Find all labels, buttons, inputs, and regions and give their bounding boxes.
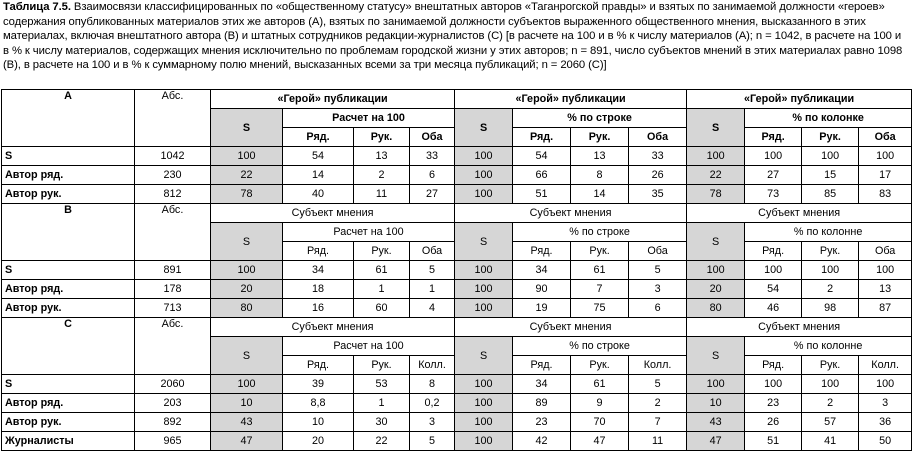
value-cell: 5: [410, 432, 455, 451]
column-header: Оба: [859, 242, 912, 261]
row-label: S: [2, 261, 135, 280]
abs-value: 892: [135, 413, 211, 432]
value-cell: 13: [354, 147, 410, 166]
value-cell: 2: [629, 394, 687, 413]
abs-value: 713: [135, 299, 211, 318]
value-cell: 22: [211, 166, 283, 185]
value-cell: 100: [802, 147, 859, 166]
value-cell: 73: [745, 185, 802, 204]
value-cell: 47: [211, 432, 283, 451]
value-cell: 22: [354, 432, 410, 451]
sum-column-header: S: [455, 223, 513, 261]
column-header: Колл.: [410, 356, 455, 375]
value-cell: 10: [283, 413, 354, 432]
group-title: Субъект мнения: [687, 204, 912, 223]
value-cell: 33: [410, 147, 455, 166]
calc-subtitle: Расчет на 100: [283, 337, 455, 356]
row-label: Журналисты: [2, 432, 135, 451]
value-cell: 61: [354, 261, 410, 280]
value-cell: 100: [455, 261, 513, 280]
value-cell: 2: [802, 394, 859, 413]
sum-column-header: S: [455, 109, 513, 147]
abs-column-header: Абс.: [135, 318, 211, 375]
value-cell: 27: [410, 185, 455, 204]
value-cell: 8: [571, 166, 629, 185]
section-label: А: [2, 90, 135, 147]
table-row: [2, 394, 912, 413]
value-cell: 57: [802, 413, 859, 432]
table-number: Таблица 7.5.: [3, 1, 71, 13]
calc-subtitle: % по строке: [513, 337, 687, 356]
value-cell: 50: [859, 432, 912, 451]
value-cell: 83: [859, 185, 912, 204]
sum-column-header: S: [455, 337, 513, 375]
value-cell: 100: [745, 147, 802, 166]
column-header: Рук.: [571, 242, 629, 261]
value-cell: 15: [802, 166, 859, 185]
value-cell: 26: [629, 166, 687, 185]
value-cell: 100: [802, 375, 859, 394]
column-header: Ряд.: [283, 242, 354, 261]
column-header: Ряд.: [283, 356, 354, 375]
column-header: Рук.: [354, 242, 410, 261]
value-cell: 10: [687, 394, 745, 413]
column-header: Рук.: [571, 128, 629, 147]
group-title: Субъект мнения: [455, 204, 687, 223]
value-cell: 100: [802, 261, 859, 280]
value-cell: 26: [745, 413, 802, 432]
sum-column-header: S: [211, 223, 283, 261]
row-label: Автор рук.: [2, 299, 135, 318]
value-cell: 23: [745, 394, 802, 413]
value-cell: 78: [211, 185, 283, 204]
group-title: Субъект мнения: [687, 318, 912, 337]
value-cell: 6: [629, 299, 687, 318]
abs-column-header: Абс.: [135, 90, 211, 147]
abs-value: 812: [135, 185, 211, 204]
value-cell: 10: [211, 394, 283, 413]
group-title: Субъект мнения: [211, 318, 455, 337]
value-cell: 100: [455, 280, 513, 299]
value-cell: 11: [354, 185, 410, 204]
value-cell: 54: [745, 280, 802, 299]
value-cell: 100: [211, 375, 283, 394]
column-header: Ряд.: [513, 356, 571, 375]
column-header: Рук.: [571, 356, 629, 375]
value-cell: 18: [283, 280, 354, 299]
column-header: Ряд.: [745, 128, 802, 147]
group-title: «Герой» публикации: [687, 90, 912, 109]
value-cell: 39: [283, 375, 354, 394]
sum-column-header: S: [211, 337, 283, 375]
abs-value: 203: [135, 394, 211, 413]
column-header: Колл.: [629, 356, 687, 375]
column-header: Оба: [629, 242, 687, 261]
row-label: Автор ряд.: [2, 394, 135, 413]
column-header: Ряд.: [513, 128, 571, 147]
table-row: [2, 413, 912, 432]
value-cell: 13: [571, 147, 629, 166]
abs-value: 178: [135, 280, 211, 299]
value-cell: 3: [410, 413, 455, 432]
value-cell: 23: [513, 413, 571, 432]
value-cell: 100: [687, 261, 745, 280]
value-cell: 43: [687, 413, 745, 432]
column-header: Оба: [410, 128, 455, 147]
section-label: С: [2, 318, 135, 375]
table-row: [2, 261, 912, 280]
value-cell: 5: [410, 261, 455, 280]
column-header: Ряд.: [745, 242, 802, 261]
row-label: S: [2, 375, 135, 394]
value-cell: 53: [354, 375, 410, 394]
table-row: [2, 375, 912, 394]
value-cell: 4: [410, 299, 455, 318]
value-cell: 0,2: [410, 394, 455, 413]
value-cell: 80: [211, 299, 283, 318]
value-cell: 100: [859, 375, 912, 394]
value-cell: 7: [571, 280, 629, 299]
value-cell: 2: [802, 280, 859, 299]
value-cell: 14: [571, 185, 629, 204]
value-cell: 100: [455, 299, 513, 318]
value-cell: 98: [802, 299, 859, 318]
group-title: Субъект мнения: [455, 318, 687, 337]
value-cell: 70: [571, 413, 629, 432]
table-row: [2, 280, 912, 299]
value-cell: 20: [211, 280, 283, 299]
value-cell: 89: [513, 394, 571, 413]
value-cell: 100: [211, 261, 283, 280]
calc-subtitle: % по колонке: [745, 109, 912, 128]
table-row: [2, 432, 912, 451]
value-cell: 85: [802, 185, 859, 204]
column-header: Колл.: [859, 356, 912, 375]
value-cell: 80: [687, 299, 745, 318]
value-cell: 47: [687, 432, 745, 451]
calc-subtitle: Расчет на 100: [283, 223, 455, 242]
value-cell: 66: [513, 166, 571, 185]
value-cell: 100: [455, 166, 513, 185]
value-cell: 3: [629, 280, 687, 299]
value-cell: 22: [687, 166, 745, 185]
value-cell: 1: [410, 280, 455, 299]
value-cell: 16: [283, 299, 354, 318]
column-header: Рук.: [354, 128, 410, 147]
table-caption: [3, 0, 909, 73]
value-cell: 87: [859, 299, 912, 318]
table-row: [2, 185, 912, 204]
value-cell: 5: [629, 261, 687, 280]
table-row: [2, 299, 912, 318]
abs-value: 965: [135, 432, 211, 451]
row-label: Автор рук.: [2, 413, 135, 432]
value-cell: 2: [354, 166, 410, 185]
sum-column-header: S: [687, 337, 745, 375]
column-header: Оба: [859, 128, 912, 147]
value-cell: 35: [629, 185, 687, 204]
value-cell: 1: [354, 280, 410, 299]
value-cell: 14: [283, 166, 354, 185]
value-cell: 3: [859, 394, 912, 413]
value-cell: 27: [745, 166, 802, 185]
value-cell: 100: [455, 394, 513, 413]
value-cell: 100: [687, 147, 745, 166]
column-header: Ряд.: [513, 242, 571, 261]
row-label: Автор ряд.: [2, 166, 135, 185]
value-cell: 6: [410, 166, 455, 185]
value-cell: 61: [571, 261, 629, 280]
row-label: Автор ряд.: [2, 280, 135, 299]
caption-text: Взаимосвязи классифицированных по «общественному статусу» внештатных авторов «Таганрогской правды» и взятых по занимаемой должности «героев» содержания опубликованных материалов этих же авторов (А), взятых по занимаемой должности субъектов выраженного общественного мнения, высказанного в этих материалах, включая внештатного автора (В) и штатных сотрудников редакции-журналистов (С) [в расчете на 100 и в % к числу материалов (А); n = 1042, в расчете на 100 и в % к числу материалов, содержащих мнения исключительно по проблемам городской жизни у этих авторов; n = 891, число субъектов мнений в этих материалах равно 1098 (В), в расчете на 100 и в % к суммарному полю мнений, высказанных всеми за три месяца публикаций; n = 2060 (С)]: [3, 1, 903, 71]
value-cell: 34: [283, 261, 354, 280]
value-cell: 90: [513, 280, 571, 299]
sum-column-header: S: [687, 223, 745, 261]
value-cell: 13: [859, 280, 912, 299]
value-cell: 33: [629, 147, 687, 166]
value-cell: 46: [745, 299, 802, 318]
value-cell: 47: [571, 432, 629, 451]
section-label: В: [2, 204, 135, 261]
value-cell: 60: [354, 299, 410, 318]
value-cell: 100: [455, 375, 513, 394]
section-a-header-row: [2, 90, 912, 109]
value-cell: 78: [687, 185, 745, 204]
value-cell: 9: [571, 394, 629, 413]
value-cell: 36: [859, 413, 912, 432]
calc-subtitle: % по колонне: [745, 223, 912, 242]
calc-subtitle: % по колонне: [745, 337, 912, 356]
value-cell: 42: [513, 432, 571, 451]
group-title: «Герой» публикации: [211, 90, 455, 109]
value-cell: 19: [513, 299, 571, 318]
value-cell: 7: [629, 413, 687, 432]
value-cell: 100: [455, 147, 513, 166]
section-b-header-row: [2, 204, 912, 223]
group-title: «Герой» публикации: [455, 90, 687, 109]
value-cell: 5: [629, 375, 687, 394]
column-header: Рук.: [802, 242, 859, 261]
column-header: Оба: [629, 128, 687, 147]
abs-value: 1042: [135, 147, 211, 166]
value-cell: 30: [354, 413, 410, 432]
value-cell: 20: [687, 280, 745, 299]
value-cell: 11: [629, 432, 687, 451]
value-cell: 17: [859, 166, 912, 185]
table-row: [2, 166, 912, 185]
value-cell: 40: [283, 185, 354, 204]
column-header: Рук.: [354, 356, 410, 375]
value-cell: 100: [745, 375, 802, 394]
value-cell: 20: [283, 432, 354, 451]
value-cell: 100: [455, 413, 513, 432]
abs-value: 2060: [135, 375, 211, 394]
abs-value: 230: [135, 166, 211, 185]
calc-subtitle: % по строке: [513, 109, 687, 128]
value-cell: 51: [745, 432, 802, 451]
value-cell: 34: [513, 261, 571, 280]
value-cell: 8: [410, 375, 455, 394]
column-header: Рук.: [802, 356, 859, 375]
value-cell: 34: [513, 375, 571, 394]
column-header: Оба: [410, 242, 455, 261]
data-table: [1, 89, 912, 451]
value-cell: 100: [455, 432, 513, 451]
value-cell: 100: [859, 261, 912, 280]
value-cell: 100: [859, 147, 912, 166]
sum-column-header: S: [211, 109, 283, 147]
calc-subtitle: Расчет на 100: [283, 109, 455, 128]
abs-value: 891: [135, 261, 211, 280]
sum-column-header: S: [687, 109, 745, 147]
calc-subtitle: % по строке: [513, 223, 687, 242]
abs-column-header: Абс.: [135, 204, 211, 261]
row-label: S: [2, 147, 135, 166]
value-cell: 100: [745, 261, 802, 280]
table-row: [2, 147, 912, 166]
value-cell: 43: [211, 413, 283, 432]
value-cell: 54: [513, 147, 571, 166]
value-cell: 8,8: [283, 394, 354, 413]
value-cell: 75: [571, 299, 629, 318]
value-cell: 51: [513, 185, 571, 204]
value-cell: 54: [283, 147, 354, 166]
value-cell: 100: [211, 147, 283, 166]
row-label: Автор рук.: [2, 185, 135, 204]
section-c-header-row: [2, 318, 912, 337]
column-header: Рук.: [802, 128, 859, 147]
value-cell: 41: [802, 432, 859, 451]
value-cell: 61: [571, 375, 629, 394]
column-header: Ряд.: [745, 356, 802, 375]
group-title: Субъект мнения: [211, 204, 455, 223]
value-cell: 1: [354, 394, 410, 413]
column-header: Ряд.: [283, 128, 354, 147]
value-cell: 100: [687, 375, 745, 394]
value-cell: 100: [455, 185, 513, 204]
